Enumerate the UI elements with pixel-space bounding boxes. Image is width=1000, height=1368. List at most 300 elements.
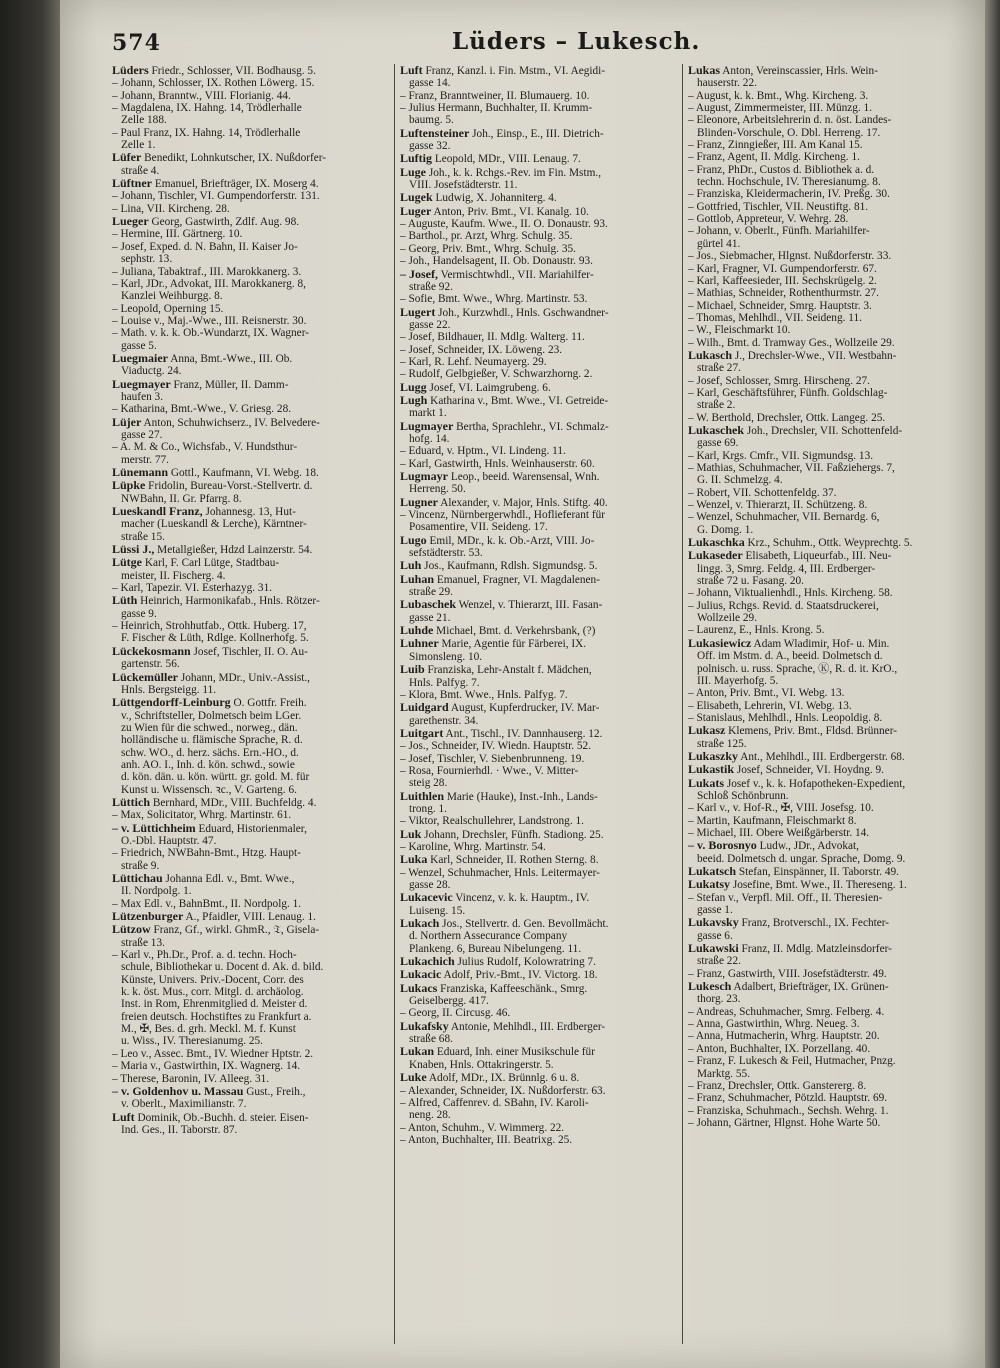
- entry-details: – Max Edl. v., BahnBmt., II. Nordpolg. 1.: [112, 897, 302, 910]
- directory-entry: [688, 700, 964, 712]
- entry-details: – August, Zimmermeister, III. Münzg. 1.: [688, 102, 873, 115]
- entry-details: – Wenzel, v. Thierarzt, II. Schützeng. 8.: [688, 499, 868, 512]
- directory-entry: [400, 127, 676, 153]
- entry-surname: Luft: [400, 63, 423, 77]
- entry-surname: Lüjer: [112, 414, 142, 429]
- entry-surname: Luhner: [400, 636, 439, 651]
- entry-details: – Thomas, Mehlhdl., VII. Seideng. 11.: [688, 311, 862, 324]
- entry-details: – Michael, III. Obere Weißgärberstr. 14.: [688, 826, 870, 839]
- entry-details: Adolf, MDr., IX. Brünnlg. 6 u. 8.: [426, 1072, 580, 1085]
- entry-details: – Johann, v. Oberlt., Fünfh. Mariahilfer- gürtel 41.: [688, 225, 870, 250]
- directory-entry: [688, 1006, 964, 1018]
- directory-entry: [112, 822, 388, 848]
- directory-entry: [688, 600, 964, 625]
- directory-entry: [688, 324, 964, 336]
- entry-surname: Lukavsky: [688, 915, 739, 930]
- directory-entry: [400, 243, 676, 255]
- entry-details: – Heinrich, Strohhutfab., Ottk. Huberg. 17, F. Fischer & Lüth, Rdlge. Kollnerhofg. 5.: [112, 620, 309, 645]
- entry-surname: Luh: [400, 558, 422, 573]
- directory-entry: [688, 213, 964, 225]
- entry-surname: Lüttich: [112, 794, 151, 809]
- directory-entry: [688, 287, 964, 299]
- entry-details: – Jos., Siebmacher, Hlgnst. Nußdorferstr. 33.: [688, 250, 892, 263]
- directory-entry: [112, 241, 388, 266]
- entry-details: – Louise v., Maj.-Wwe., III. Reisnerstr. 30.: [112, 314, 307, 327]
- column-3: [688, 64, 964, 1129]
- entry-details: Leop., beeid. Warensensal, Wnh. Herreng. 50.: [409, 471, 600, 496]
- directory-entry: [400, 740, 676, 752]
- entry-surname: Lugek: [400, 190, 433, 205]
- entry-details: – Gottlob, Appreteur, V. Wehrg. 28.: [688, 213, 849, 226]
- entry-details: – Math. v. k. k. Ob.-Wundarzt, IX. Wagner- gasse 5.: [112, 327, 309, 352]
- directory-entry: [112, 543, 388, 556]
- directory-entry: [400, 230, 676, 242]
- entry-details: Joh., k. k. Rchgs.-Rev. im Fin. Mstm., VIII. Josefstädterstr. 11.: [409, 166, 602, 192]
- entry-details: – Barthol., pr. Arzt, Whrg. Schulg. 35.: [400, 230, 573, 243]
- directory-entry: [112, 441, 388, 466]
- entry-details: – Maria v., Gastwirthin, IX. Wagnerg. 14.: [112, 1060, 301, 1073]
- entry-surname: Lüpke: [112, 478, 146, 493]
- directory-entry: [400, 381, 676, 394]
- entry-details: Franz, Brotverschl., IX. Fechter- gasse 6.: [697, 917, 890, 942]
- directory-entry: [400, 917, 676, 955]
- entry-details: Ludw., JDr., Advokat, beeid. Dolmetsch d. ungar. Sprache, Domg. 9.: [697, 840, 906, 865]
- directory-entry: [688, 139, 964, 151]
- entry-surname: Lukasch: [688, 347, 733, 362]
- directory-entry: [688, 164, 964, 189]
- entry-surname: Luhan: [400, 571, 435, 586]
- directory-entry: [688, 980, 964, 1006]
- entry-details: Emanuel, Fragner, VI. Magdalenen- straße 29.: [409, 573, 600, 599]
- entry-surname: Lüfer: [112, 150, 142, 165]
- directory-entry: [400, 293, 676, 305]
- entry-details: – Franziska, Kleidermacherin, IV. Preßg. 30.: [688, 188, 890, 201]
- entry-details: Benedikt, Lohnkutscher, IX. Nußdorfer- straße 4.: [121, 152, 327, 177]
- directory-entry: [400, 166, 676, 192]
- directory-entry: [688, 892, 964, 917]
- directory-entry: [688, 802, 964, 814]
- entry-surname: Lukacevic: [400, 890, 453, 905]
- entry-details: – Georg, II. Circusg. 46.: [400, 1007, 511, 1020]
- column-2: [400, 64, 676, 1146]
- entry-details: Johann, Drechsler, Fünfh. Stadiong. 25.: [421, 828, 604, 841]
- book-gutter: [0, 0, 60, 1368]
- entry-details: – Josef, Schlosser, Smrg. Hirscheng. 27.: [688, 374, 870, 387]
- page-number: 574: [112, 30, 161, 56]
- entry-surname: Lubaschek: [400, 597, 457, 612]
- directory-entry: [400, 790, 676, 816]
- directory-entry: [112, 847, 388, 872]
- entry-details: – Karl, Geschäftsführer, Fünfh. Goldschlag- straße 2.: [688, 386, 888, 412]
- directory-entry: [688, 64, 964, 90]
- entry-surname: Lückekosmann: [112, 643, 191, 658]
- entry-details: – Josef, Schneider, IX. Löweng. 23.: [400, 343, 563, 356]
- directory-entry: [688, 1030, 964, 1042]
- entry-details: – Franz, Drechsler, Ottk. Ganstererg. 8.: [688, 1079, 867, 1092]
- entry-details: Michael, Bmt. d. Verkehrsbank, (?): [433, 625, 596, 638]
- running-head: Lüders – Lukesch.: [452, 28, 701, 55]
- entry-details: – Wilh., Bmt. d. Tramway Ges., Wollzeile 29.: [688, 336, 895, 349]
- entry-details: – Johann, Gärtner, Hlgnst. Hohe Warte 50.: [688, 1116, 881, 1129]
- entry-surname: Lukaszky: [688, 748, 739, 763]
- directory-entry: [400, 1071, 676, 1084]
- directory-entry: [688, 151, 964, 163]
- entry-details: – August, k. k. Bmt., Whg. Kircheng. 3.: [688, 89, 869, 102]
- directory-entry: [688, 536, 964, 549]
- entry-details: Dominik, Ob.-Buchh. d. steier. Eisen- Ind. Ges., II. Taborstr. 87.: [121, 1111, 309, 1136]
- entry-surname: – Josef,: [400, 266, 438, 281]
- entry-surname: Lugert: [400, 304, 436, 319]
- entry-surname: Luge: [400, 164, 427, 179]
- directory-entry: [400, 955, 676, 968]
- entry-details: Georg, Gastwirth, Zdlf. Aug. 98.: [148, 216, 300, 229]
- entry-surname: Lukaschka: [688, 535, 745, 550]
- entry-details: – Katharina, Bmt.-Wwe., V. Griesg. 28.: [112, 403, 292, 416]
- directory-entry: [688, 777, 964, 803]
- entry-details: – Max, Solicitator, Whrg. Martinstr. 61.: [112, 809, 292, 822]
- directory-entry: [688, 349, 964, 375]
- entry-details: – Wenzel, Schuhmacher, Hnls. Leitermayer- gasse 28.: [400, 866, 600, 891]
- entry-details: Gottl., Kaufmann, VI. Webg. 18.: [168, 467, 319, 479]
- directory-entry: [400, 573, 676, 599]
- directory-entry: [688, 201, 964, 213]
- entry-details: Friedr., Schlosser, VII. Bodhausg. 5.: [148, 65, 316, 77]
- entry-details: – Stanislaus, Mehlhdl., Hnls. Leopoldig. 8.: [688, 711, 883, 724]
- entry-details: – Robert, VII. Schottenfeldg. 37.: [688, 486, 837, 499]
- entry-surname: Lukach: [400, 916, 440, 931]
- entry-details: – Johann, Schlosser, IX. Rothen Löwerg. 15.: [112, 77, 315, 90]
- column-rule: [682, 64, 683, 1344]
- directory-entry: [112, 910, 388, 923]
- directory-entry: [400, 331, 676, 343]
- directory-entry: [112, 594, 388, 620]
- entry-details: – Anna, Hutmacherin, Whrg. Hauptstr. 20.: [688, 1030, 880, 1043]
- entry-details: – Franziska, Schuhmach., Sechsh. Wehrg. 1.: [688, 1104, 889, 1117]
- entry-details: Eduard, Inh. einer Musikschule für Knaben, Hnls. Ottakringerstr. 5.: [409, 1046, 595, 1071]
- entry-surname: Luft: [112, 1109, 135, 1124]
- entry-details: Elisabeth, Liqueurfab., III. Neu- lingg. 3, Smrg. Feldg. 4, III. Erdberger- straße 72 u. Fasang. 20.: [697, 550, 892, 588]
- entry-details: – Michael, Schneider, Smrg. Hauptstr. 3.: [688, 299, 872, 312]
- entry-surname: Lüttichau: [112, 871, 163, 885]
- entry-details: – Eduard, v. Hptm., VI. Lindeng. 11.: [400, 445, 566, 458]
- entry-surname: Luidgard: [400, 700, 449, 715]
- entry-details: Franziska, Kaffeeschänk., Smrg. Geiselbergg. 417.: [409, 982, 588, 1008]
- entry-surname: Lugner: [400, 494, 439, 509]
- entry-details: – Alexander, Schneider, IX. Nußdorferstr. 63.: [400, 1084, 606, 1097]
- directory-entry: [688, 1080, 964, 1092]
- entry-details: Ant., Tischl., IV. Dannhauserg. 12.: [443, 727, 603, 740]
- directory-entry: [400, 509, 676, 534]
- directory-entry: [688, 1055, 964, 1080]
- page-edge: [985, 0, 1000, 1368]
- entry-details: Ludwig, X. Johanniterg. 4.: [432, 192, 557, 205]
- entry-details: August, Kupferdrucker, IV. Mar- garethenstr. 34.: [409, 702, 600, 727]
- directory-entry: [112, 215, 388, 228]
- directory-entry: [400, 891, 676, 917]
- entry-surname: Lueskandl Franz,: [112, 504, 203, 519]
- entry-surname: Luitgart: [400, 725, 444, 740]
- entry-surname: Lugh: [400, 392, 428, 407]
- entry-surname: Lukan: [400, 1044, 435, 1059]
- directory-entry: [688, 387, 964, 412]
- entry-details: – W., Fleischmarkt 10.: [688, 324, 791, 337]
- entry-details: Bertha, Sprachlehr., VI. Schmalz- hofg. 14.: [409, 420, 609, 445]
- entry-details: – Karoline, Whrg. Martinstr. 54.: [400, 840, 546, 853]
- entry-surname: Lukawski: [688, 941, 739, 956]
- entry-surname: Lüttgendorff-Leinburg: [112, 695, 231, 710]
- directory-entry: [112, 923, 388, 949]
- directory-entry: [112, 696, 388, 796]
- entry-details: Adolf, Priv.-Bmt., IV. Victorg. 18.: [441, 969, 598, 982]
- directory-entry: [400, 356, 676, 368]
- entry-surname: Lueger: [112, 214, 149, 229]
- directory-entry: [688, 188, 964, 200]
- entry-surname: Lukatsch: [688, 864, 737, 878]
- directory-entry: [400, 727, 676, 740]
- directory-entry: [112, 403, 388, 415]
- directory-entry: [688, 300, 964, 312]
- entry-details: – Anna, Gastwirthin, Whrg. Neueg. 3.: [688, 1018, 860, 1031]
- entry-details: Wenzel, v. Thierarzt, III. Fasan- gasse 21.: [409, 599, 603, 624]
- directory-entry: [688, 839, 964, 865]
- entry-details: – Jos., Schneider, IV. Wiedn. Hauptstr. 52.: [400, 740, 592, 753]
- directory-entry: [400, 218, 676, 230]
- entry-surname: Lukafsky: [400, 1018, 449, 1033]
- entry-surname: Lüders: [112, 63, 149, 77]
- directory-entry: [688, 462, 964, 487]
- directory-entry: [112, 190, 388, 202]
- directory-entry: [112, 278, 388, 303]
- entry-details: J., Drechsler-Wwe., VII. Westbahn- straße 27.: [697, 349, 897, 375]
- entry-details: Alexander, v. Major, Hnls. Stiftg. 40.: [438, 496, 608, 509]
- directory-entry: [400, 64, 676, 90]
- entry-details: – Anton, Buchhalter, III. Beatrixg. 25.: [400, 1133, 573, 1146]
- directory-entry: [112, 949, 388, 1048]
- entry-details: – Mathias, Schuhmacher, VII. Faßziehergs. 7, G. II. Schmelzg. 4.: [688, 462, 895, 487]
- directory-entry: [400, 152, 676, 165]
- entry-details: – Julius Hermann, Buchhalter, II. Krumm- baumg. 5.: [400, 102, 593, 127]
- entry-details: – A. M. & Co., Wichsfab., V. Hundsthur- merstr. 77.: [112, 441, 298, 466]
- directory-entry: [688, 637, 964, 687]
- entry-details: – Karl, Krgs. Cmfr., VII. Sigmundsg. 13.: [688, 449, 874, 462]
- entry-details: – Elisabeth, Lehrerin, VI. Webg. 13.: [688, 699, 852, 712]
- entry-surname: Luftig: [400, 151, 433, 166]
- entry-details: – Josef, Bildhauer, II. Mdlg. Walterg. 11.: [400, 331, 585, 344]
- entry-details: Emanuel, Briefträger, IX. Moserg 4.: [152, 178, 319, 191]
- directory-entry: [400, 815, 676, 827]
- entry-details: Johanna Edl. v., Bmt. Wwe., II. Nordpolg. 1.: [121, 873, 295, 898]
- entry-details: – Johann, Viktualienhdl., Hnls. Kircheng. 58.: [688, 587, 893, 600]
- entry-details: – Karl, R. Lehf. Neumayerg. 29.: [400, 355, 547, 368]
- entry-surname: – v. Lüttichheim: [112, 820, 196, 835]
- entry-details: – Andreas, Schuhmacher, Smrg. Felberg. 4.: [688, 1005, 885, 1018]
- entry-details: – Karl, Tapezir. VI. Esterhazyg. 31.: [112, 582, 273, 595]
- entry-details: – Josef, Tischler, V. Siebenbrunneng. 19.: [400, 752, 585, 765]
- entry-details: Julius Rudolf, Kolowratring 7.: [454, 956, 596, 969]
- directory-page: [60, 0, 985, 1368]
- entry-surname: Lüssi J.,: [112, 542, 155, 557]
- directory-entry: [688, 712, 964, 724]
- directory-entry: [400, 841, 676, 853]
- entry-details: Anna, Bmt.-Wwe., III. Ob. Viaductg. 24.: [121, 352, 293, 378]
- entry-details: – Franz, Branntweiner, II. Blumauerg. 10.: [400, 89, 590, 102]
- entry-details: Adam Wladimir, Hof- u. Min. Off. im Mstm. d. A., beeid. Dolmetsch d. polnisch. u. russ. Sprache, Ⓚ, R. d. it. KrO., III. Mayerhofg. 5.: [697, 637, 898, 687]
- directory-entry: [112, 352, 388, 378]
- directory-entry: [688, 1092, 964, 1104]
- directory-entry: [688, 90, 964, 102]
- directory-entry: [688, 1018, 964, 1030]
- entry-details: Johannesg. 13, Hut- macher (Lueskandl & Lerche), Kärntner- straße 15.: [121, 506, 307, 543]
- directory-entry: [112, 64, 388, 77]
- entry-details: – Karl v., Ph.Dr., Prof. a. d. techn. Hoch- schule, Bibliothekar u. Docent d. Ak. d. bild. Künste, Univers. Priv.-Docent, Corr. des k. k. öst. Mus., corr. Mitgl. d. archäolog. Inst. in Rom, Ehrenmitglied d. Meister d. freien deutsch. Hochstiftes zu Frankfurt a. M., ✠, Bes. d. grh. Meckl. M. f. Kunst u. Wiss., IV. Theresianumg. 25.: [112, 949, 324, 1048]
- entry-surname: Lukaschek: [688, 422, 745, 437]
- directory-entry: [400, 637, 676, 663]
- directory-entry: [112, 177, 388, 190]
- directory-entry: [400, 828, 676, 841]
- entry-surname: Luftensteiner: [400, 125, 470, 140]
- entry-details: – Leo v., Assec. Bmt., IV. Wiedner Hptstr. 2.: [112, 1047, 314, 1060]
- entry-details: Krz., Schuhm., Ottk. Weyprechtg. 5.: [744, 537, 913, 550]
- entry-details: Bernhard, MDr., VIII. Buchfeldg. 4.: [150, 796, 317, 809]
- entry-surname: – v. Goldenhov u. Massau: [112, 1083, 244, 1098]
- entry-surname: Luithlen: [400, 788, 445, 803]
- entry-details: Joh., Kurzwhdl., Hnls. Gschwandner- gasse 22.: [409, 306, 609, 331]
- entry-details: Josef, VI. Laimgrubeng. 6.: [426, 381, 551, 394]
- column-1: [112, 64, 388, 1136]
- entry-details: Adalbert, Briefträger, IX. Grünen- thorg. 23.: [697, 981, 889, 1006]
- entry-details: – Franz, Gastwirth, VIII. Josefstädterstr. 49.: [688, 967, 887, 980]
- entry-details: Gust., Freih., v. Oberlt., Maximilianstr. 7.: [121, 1085, 306, 1111]
- entry-surname: Luegmayer: [112, 376, 171, 391]
- directory-entry: [688, 499, 964, 511]
- entry-details: – Gottfried, Tischler, VII. Neustiftg. 81.: [688, 200, 869, 213]
- entry-details: Marie (Hauke), Inst.-Inh., Lands- trong. 1.: [409, 790, 598, 815]
- directory-entry: [400, 394, 676, 420]
- entry-details: – Leopold, Operning 15.: [112, 302, 224, 315]
- entry-surname: Lukesch: [688, 979, 732, 994]
- entry-details: Metallgießer, Hdzd Lainzerstr. 54.: [154, 544, 313, 557]
- directory-entry: [400, 701, 676, 727]
- entry-details: – Stefan v., Verpfl. Mil. Off., II. Theresien- gasse 1.: [688, 891, 883, 917]
- entry-details: Jos., Stellvertr. d. Gen. Bevollmächt. d. Northern Assecurance Company Plankeng. 6, Bureau Nibelungeng. 11.: [409, 918, 609, 955]
- directory-entry: [400, 1122, 676, 1134]
- entry-details: – Johann, Branntw., VIII. Florianig. 44.: [112, 89, 291, 102]
- entry-details: Josefine, Bmt. Wwe., II. Thereseng. 1.: [730, 879, 907, 892]
- directory-entry: [400, 1020, 676, 1046]
- entry-details: – Georg, Priv. Bmt., Whrg. Schulg. 35.: [400, 242, 576, 255]
- entry-details: – Martin, Kaufmann, Fleischmarkt 8.: [688, 814, 857, 827]
- directory-entry: [688, 102, 964, 114]
- directory-entry: [112, 327, 388, 352]
- directory-entry: [688, 263, 964, 275]
- directory-entry: [688, 942, 964, 968]
- directory-entry: [688, 275, 964, 287]
- entry-details: – Karl, Fragner, VI. Gumpendorferstr. 67.: [688, 262, 877, 275]
- directory-entry: [112, 303, 388, 315]
- directory-entry: [112, 416, 388, 442]
- directory-entry: [400, 753, 676, 765]
- directory-entry: [688, 1043, 964, 1055]
- directory-entry: [688, 1117, 964, 1129]
- entry-details: – W. Berthold, Drechsler, Ottk. Langeg. 25.: [688, 411, 886, 424]
- directory-entry: [688, 549, 964, 587]
- entry-surname: – v. Borosnyo: [688, 838, 757, 853]
- entry-surname: Lukats: [688, 775, 725, 790]
- directory-entry: [400, 867, 676, 892]
- directory-entry: [400, 559, 676, 572]
- directory-entry: [688, 511, 964, 536]
- entry-surname: Lukacic: [400, 967, 442, 982]
- directory-entry: [112, 228, 388, 240]
- entry-details: – Franz, Zinngießer, III. Am Kanal 15.: [688, 139, 863, 152]
- directory-entry: [112, 378, 388, 404]
- directory-entry: [688, 250, 964, 262]
- directory-entry: [400, 268, 676, 294]
- entry-details: – Alfred, Caffenrev. d. SBahn, IV. Karoli- neng. 28.: [400, 1096, 589, 1122]
- entry-surname: Lüth: [112, 593, 138, 608]
- directory-entry: [688, 865, 964, 878]
- entry-surname: Lütge: [112, 555, 142, 570]
- entry-details: – Sofie, Bmt. Wwe., Whrg. Martinstr. 53.: [400, 293, 588, 306]
- entry-surname: Lukaseder: [688, 548, 743, 563]
- directory-entry: [112, 90, 388, 102]
- entry-details: – Julius, Rchgs. Revid. d. Staatsdruckerei, Wollzeile 29.: [688, 599, 879, 625]
- entry-details: Anton, Priv. Bmt., VI. Kanalg. 10.: [431, 205, 589, 218]
- entry-surname: Lützow: [112, 922, 151, 937]
- directory-entry: [112, 556, 388, 582]
- directory-entry: [688, 687, 964, 699]
- directory-entry: [112, 315, 388, 327]
- directory-entry: [400, 90, 676, 102]
- directory-entry: [112, 127, 388, 152]
- entry-surname: Luegmaier: [112, 350, 168, 365]
- directory-entry: [400, 255, 676, 267]
- entry-details: – Anton, Schuhm., V. Wimmerg. 22.: [400, 1121, 565, 1134]
- entry-details: – Mathias, Schneider, Rothenthurmstr. 27.: [688, 287, 879, 300]
- directory-entry: [112, 266, 388, 278]
- directory-entry: [112, 671, 388, 697]
- directory-entry: [112, 796, 388, 809]
- directory-entry: [400, 534, 676, 560]
- entry-surname: Luka: [400, 852, 428, 867]
- entry-surname: Luib: [400, 662, 425, 677]
- entry-details: Vermischtwhdl., VII. Mariahilfer- straße 92.: [409, 268, 594, 293]
- entry-surname: Lückemüller: [112, 669, 178, 684]
- directory-entry: [688, 724, 964, 750]
- entry-surname: Lünemann: [112, 465, 169, 479]
- entry-details: Anton, Vereinscassier, Hrls. Wein- hauserstr. 22.: [697, 65, 878, 90]
- entry-details: – Klora, Bmt. Wwe., Hnls. Palfyg. 7.: [400, 688, 568, 701]
- directory-entry: [400, 853, 676, 866]
- column-rule: [394, 64, 395, 1344]
- directory-entry: [400, 368, 676, 380]
- directory-entry: [112, 203, 388, 215]
- entry-details: – Wenzel, Schuhmacher, VII. Bernardg. 6, G. Domg. 1.: [688, 511, 880, 536]
- directory-entry: [400, 102, 676, 127]
- directory-entry: [688, 424, 964, 450]
- directory-entry: [112, 151, 388, 177]
- directory-entry: [400, 663, 676, 689]
- entry-details: – Karl v., v. Hof-R., ✠, VIII. Josefsg. 10.: [688, 802, 874, 815]
- entry-details: – Vincenz, Nürnbergerwhdl., Hoflieferant für Posamentire, VII. Seideng. 17.: [400, 509, 605, 534]
- entry-details: – Viktor, Realschullehrer, Landstrong. 1.: [400, 815, 584, 828]
- directory-entry: [688, 225, 964, 250]
- entry-surname: Lugmayer: [400, 418, 454, 433]
- entry-surname: Lugmayr: [400, 469, 448, 483]
- entry-details: – Laurenz, E., Hnls. Krong. 5.: [688, 624, 825, 637]
- entry-details: Marie, Agentie für Färberei, IX. Simonsleng. 10.: [409, 638, 587, 663]
- entry-surname: Lukastik: [688, 762, 735, 777]
